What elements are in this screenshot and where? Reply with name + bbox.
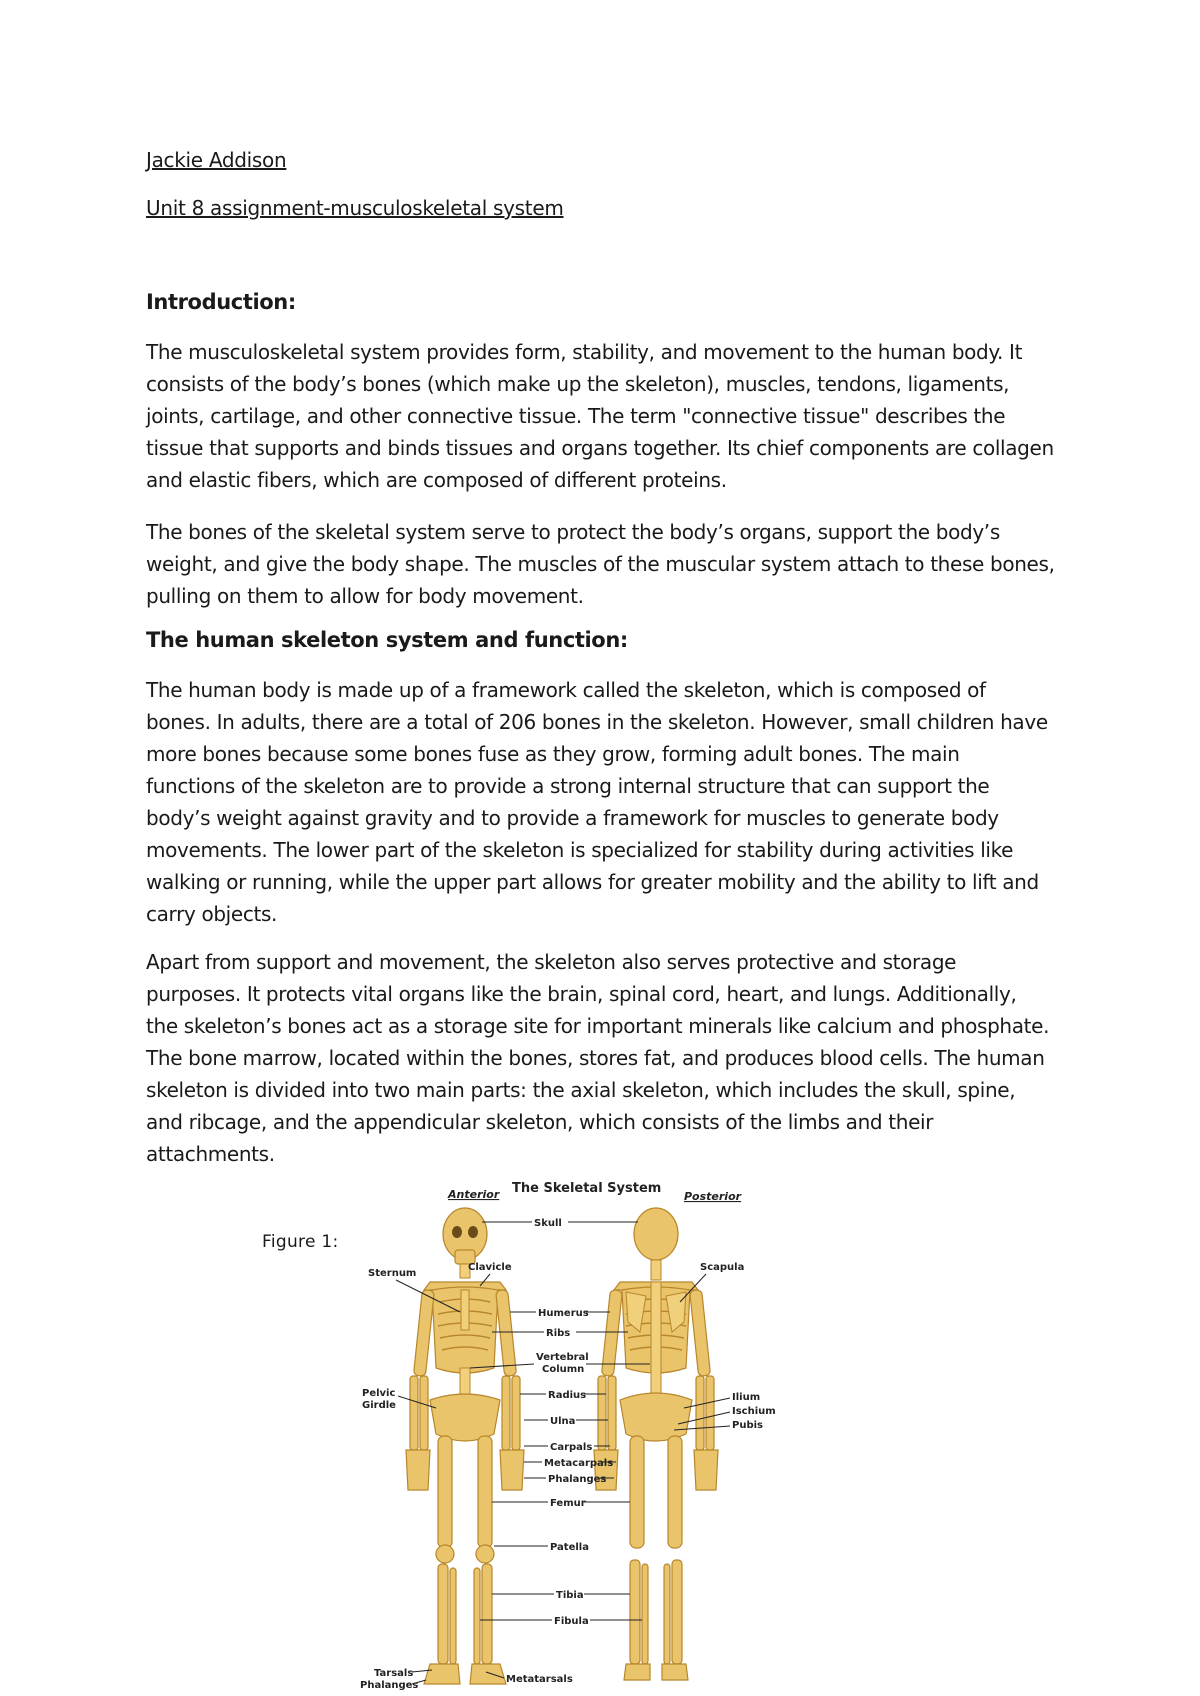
skeletal-system-figure xyxy=(360,1172,800,1696)
text-line: functions of the skeleton are to provide a strong internal structure that can support the xyxy=(146,774,990,798)
skeleton-heading: The human skeleton system and function: xyxy=(146,628,628,652)
label-tarsals: Tarsals xyxy=(374,1668,414,1679)
intro-paragraph-2 xyxy=(146,516,1076,612)
label-ribs: Ribs xyxy=(546,1328,571,1339)
label-metacarpals: Metacarpals xyxy=(544,1458,614,1469)
posterior-skeleton xyxy=(594,1208,718,1680)
anterior-skeleton xyxy=(406,1208,524,1684)
text-line: and elastic fibers, which are composed of different proteins. xyxy=(146,468,727,492)
label-scapula: Scapula xyxy=(700,1262,745,1273)
label-tibia: Tibia xyxy=(556,1590,584,1601)
intro-paragraph-1 xyxy=(146,336,1076,496)
text-line: carry objects. xyxy=(146,902,278,926)
label-patella: Patella xyxy=(550,1542,589,1553)
text-line: body’s weight against gravity and to provide a framework for muscles to generate body xyxy=(146,806,999,830)
label-clavicle: Clavicle xyxy=(468,1262,512,1273)
label-column: Column xyxy=(542,1364,585,1375)
text-line: walking or running, while the upper part allows for greater mobility and the ability to lift and xyxy=(146,870,1039,894)
skeleton-paragraph-1 xyxy=(146,674,1076,930)
label-phalanges-foot: Phalanges xyxy=(360,1680,419,1691)
label-metatarsals: Metatarsals xyxy=(506,1674,573,1685)
figure-caption: Figure 1: xyxy=(262,1232,339,1252)
text-line: bones. In adults, there are a total of 206 bones in the skeleton. However, small children have xyxy=(146,710,1048,734)
text-line: skeleton is divided into two main parts: the axial skeleton, which includes the skull, spine, xyxy=(146,1078,1016,1102)
label-carpals: Carpals xyxy=(550,1442,593,1453)
text-line: The human body is made up of a framework called the skeleton, which is composed of xyxy=(146,678,986,702)
label-ulna: Ulna xyxy=(550,1416,576,1427)
label-sternum: Sternum xyxy=(368,1268,417,1279)
label-fibula: Fibula xyxy=(554,1616,589,1627)
label-phalanges-hand: Phalanges xyxy=(548,1474,607,1485)
text-line: weight, and give the body shape. The muscles of the muscular system attach to these bones, xyxy=(146,552,1055,576)
text-line: The bone marrow, located within the bones, stores fat, and produces blood cells. The human xyxy=(146,1046,1045,1070)
label-girdle: Girdle xyxy=(362,1400,396,1411)
text-line: attachments. xyxy=(146,1142,275,1166)
text-line: pulling on them to allow for body movement. xyxy=(146,584,584,608)
author-name: Jackie Addison xyxy=(146,148,287,172)
text-line: purposes. It protects vital organs like the brain, spinal cord, heart, and lungs. Additionally, xyxy=(146,982,1017,1006)
text-line: and ribcage, and the appendicular skeleton, which consists of the limbs and their xyxy=(146,1110,934,1134)
label-femur: Femur xyxy=(550,1498,586,1509)
skeleton-diagram xyxy=(360,1172,800,1696)
label-ischium: Ischium xyxy=(732,1406,776,1417)
label-humerus: Humerus xyxy=(538,1308,589,1319)
posterior-label: Posterior xyxy=(684,1190,742,1203)
text-line: more bones because some bones fuse as they grow, forming adult bones. The main xyxy=(146,742,960,766)
label-skull: Skull xyxy=(534,1218,562,1229)
label-pelvic: Pelvic xyxy=(362,1388,396,1399)
unit-title: Unit 8 assignment-musculoskeletal system xyxy=(146,196,564,220)
text-line: tissue that supports and binds tissues and organs together. Its chief components are collagen xyxy=(146,436,1054,460)
label-ilium: Ilium xyxy=(732,1392,761,1403)
label-radius: Radius xyxy=(548,1390,587,1401)
text-line: The musculoskeletal system provides form, stability, and movement to the human body. It xyxy=(146,340,1023,364)
intro-heading: Introduction: xyxy=(146,290,296,314)
figure-title: The Skeletal System xyxy=(512,1181,662,1196)
text-line: The bones of the skeletal system serve to protect the body’s organs, support the body’s xyxy=(146,520,1000,544)
text-line: joints, cartilage, and other connective tissue. The term "connective tissue" describes the xyxy=(146,404,1006,428)
text-line: the skeleton’s bones act as a storage site for important minerals like calcium and phosphate. xyxy=(146,1014,1050,1038)
label-pubis: Pubis xyxy=(732,1420,763,1431)
text-line: movements. The lower part of the skeleton is specialized for stability during activities like xyxy=(146,838,1014,862)
label-vertebral: Vertebral xyxy=(536,1352,589,1363)
anterior-label: Anterior xyxy=(448,1188,500,1201)
skeleton-paragraph-2 xyxy=(146,946,1076,1170)
text-line: Apart from support and movement, the skeleton also serves protective and storage xyxy=(146,950,957,974)
text-line: consists of the body’s bones (which make up the skeleton), muscles, tendons, ligaments, xyxy=(146,372,1010,396)
